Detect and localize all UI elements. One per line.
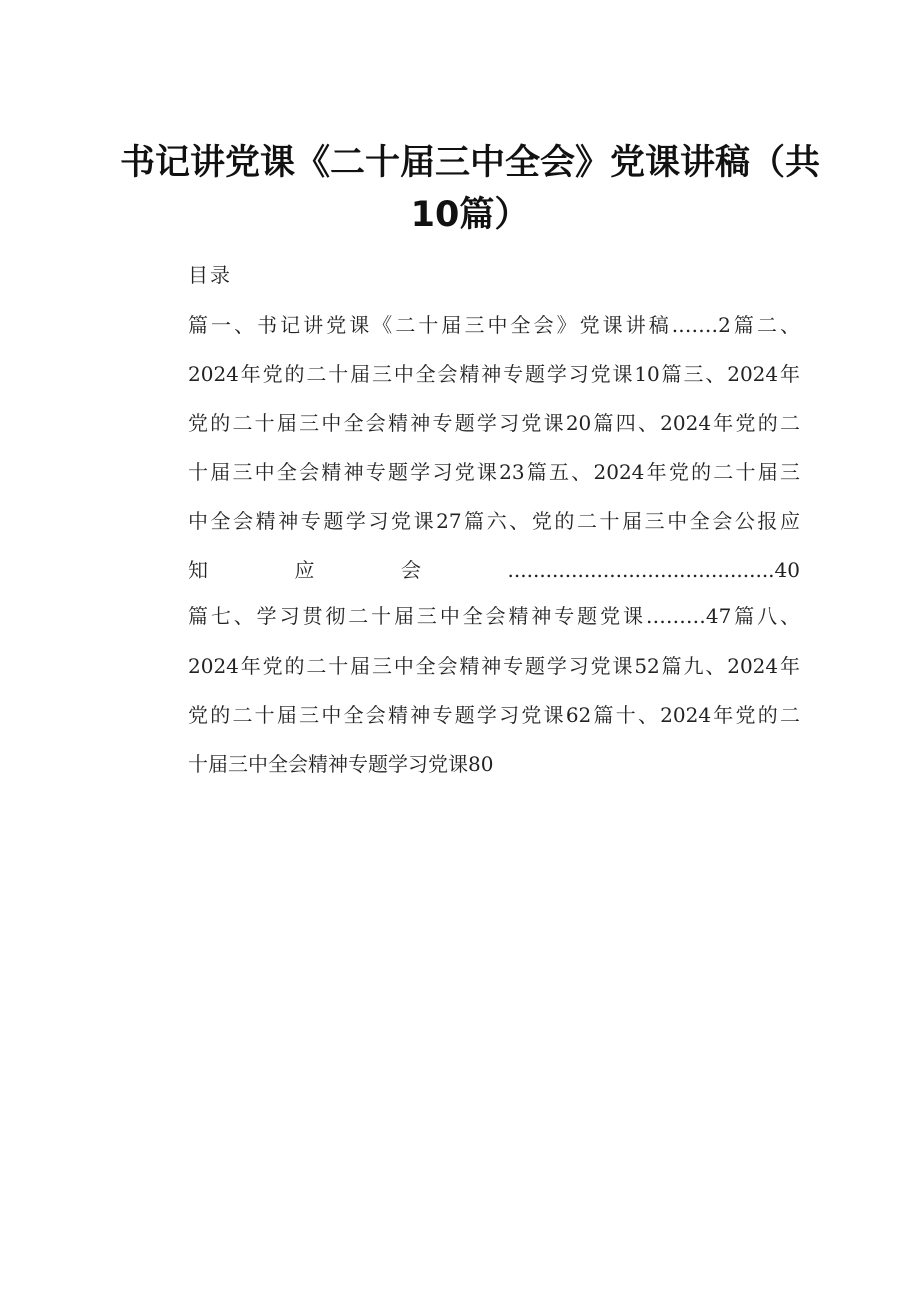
toc-line: 篇七、学习贯彻二十届三中全会精神专题党课………47篇八、 xyxy=(188,604,800,628)
document-title-line-1: 书记讲党课《二十届三中全会》党课讲稿（共 xyxy=(120,143,821,183)
toc-line: 十届三中全会精神专题学习党课80 xyxy=(188,752,494,776)
toc-line: 2024年党的二十届三中全会精神专题学习党课52篇九、2024年 xyxy=(188,654,800,678)
toc-line: 2024年党的二十届三中全会精神专题学习党课10篇三、2024年 xyxy=(188,362,800,386)
toc-line: 中全会精神专题学习党课27篇六、党的二十届三中全会公报应 xyxy=(188,509,800,533)
toc-heading: 目录 xyxy=(188,263,232,287)
toc-line: 篇一、书记讲党课《二十届三中全会》党课讲稿.……2篇二、 xyxy=(188,313,800,337)
toc-line: 党的二十届三中全会精神专题学习党课62篇十、2024年党的二 xyxy=(188,703,800,727)
document-title-line-2: 10篇） xyxy=(410,195,530,235)
toc-line: 十届三中全会精神专题学习党课23篇五、2024年党的二十届三 xyxy=(188,460,800,484)
toc-line: 知应会..........................................40 xyxy=(188,558,800,582)
toc-line: 党的二十届三中全会精神专题学习党课20篇四、2024年党的二 xyxy=(188,411,800,435)
